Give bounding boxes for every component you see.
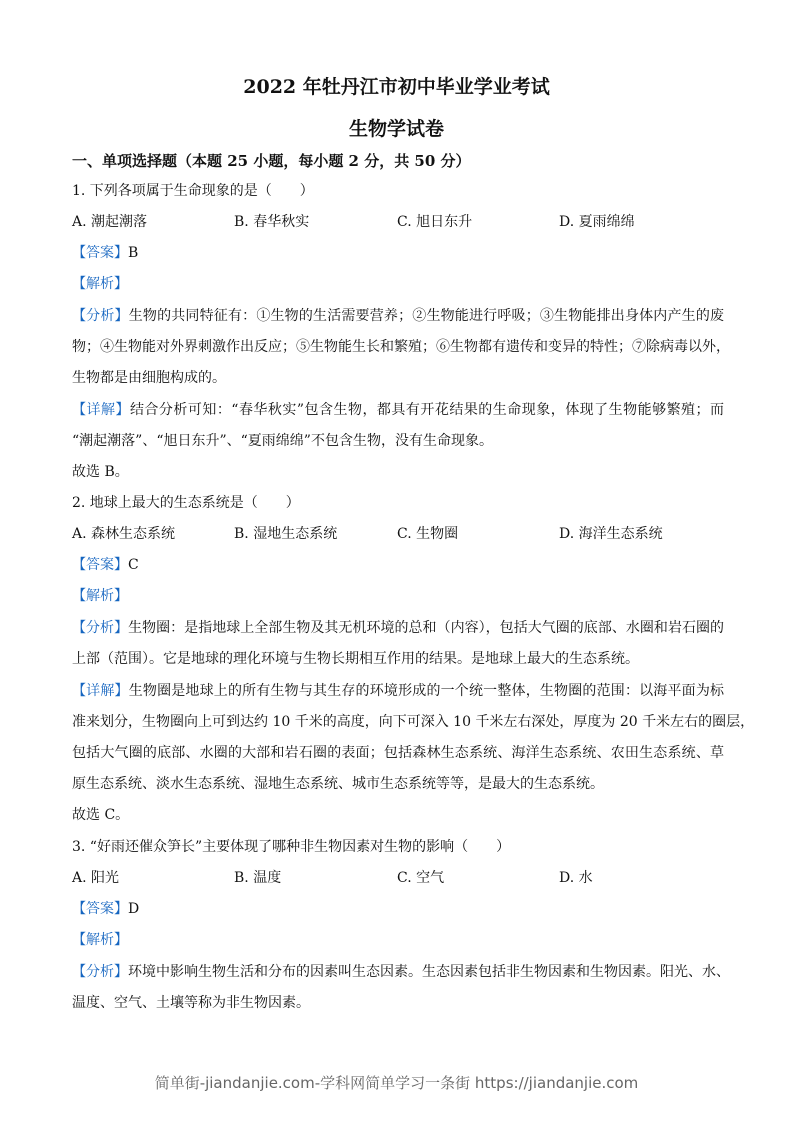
q2-analysis-tag	[72, 587, 724, 605]
answer-tag: 【答案】	[72, 245, 128, 261]
q1-detail-line-1	[72, 401, 724, 419]
detail-tag: 【详解】	[72, 402, 130, 418]
q3-option-a: A. 阳光	[72, 870, 120, 886]
fenxi-tag: 【分析】	[72, 620, 129, 636]
q3-answer	[72, 900, 724, 918]
answer-tag: 【答案】	[72, 901, 128, 917]
q1-option-b: B. 春华秋实	[234, 214, 310, 230]
q1-fenxi-line-3: 生物都是由细胞构成的。	[72, 370, 226, 386]
footer-watermark: 简单街-jiandanjie.com-学科网简单学习一条街 https://jiandanjie.com	[154, 1074, 639, 1092]
question-3-stem: 3. “好雨还催众笋长”主要体现了哪种非生物因素对生物的影响（ ）	[72, 839, 511, 855]
q2-fenxi-line-1	[72, 619, 724, 637]
q1-fenxi-line-1	[72, 307, 724, 325]
q3-analysis-tag	[72, 931, 724, 949]
q3-option-c: C. 空气	[397, 870, 445, 886]
q2-conclusion: 故选 C。	[72, 807, 130, 823]
q2-detail-line-4: 原生态系统、淡水生态系统、湿地生态系统、城市生态系统等等，是最大的生态系统。	[72, 776, 604, 792]
q1-detail-text-1: 结合分析可知：“春华秋实”包含生物，都具有开花结果的生命现象，体现了生物能够繁殖；而	[129, 402, 725, 418]
analysis-tag: 【解析】	[72, 276, 128, 292]
q1-analysis-tag	[72, 275, 724, 293]
analysis-tag: 【解析】	[72, 588, 128, 604]
fenxi-tag: 【分析】	[72, 308, 129, 324]
q1-option-c: C. 旭日东升	[397, 214, 473, 230]
q2-detail-line-3: 包括大气圈的底部、水圈的大部和岩石圈的表面；包括森林生态系统、海洋生态系统、农田生态系统、草	[72, 745, 724, 761]
q1-answer	[72, 244, 724, 262]
q1-fenxi-line-2: 物；④生物能对外界刺激作出反应；⑤生物能生长和繁殖；⑥生物都有遗传和变异的特性；⑦除病毒以外，	[72, 339, 730, 355]
analysis-tag: 【解析】	[72, 932, 128, 948]
q3-option-d: D. 水	[559, 870, 593, 886]
q2-fenxi-line-2: 上部（范围）。它是地球的理化环境与生物长期相互作用的结果。是地球上最大的生态系统。	[72, 651, 639, 667]
q2-answer	[72, 556, 724, 574]
exam-title: 2022 年牡丹江市初中毕业学业考试	[243, 76, 550, 98]
q1-detail-line-2: “潮起潮落”、“旭日东升”、“夏雨绵绵”不包含生物，没有生命现象。	[72, 433, 493, 449]
detail-tag: 【详解】	[72, 683, 129, 699]
exam-subtitle: 生物学试卷	[348, 118, 444, 140]
q2-option-a: A. 森林生态系统	[72, 526, 176, 542]
q2-detail-line-1	[72, 682, 724, 700]
q1-option-a: A. 潮起潮落	[72, 214, 148, 230]
q2-option-d: D. 海洋生态系统	[559, 526, 663, 542]
q3-fenxi-text-1: 环境中影响生物生活和分布的因素叫生态因素。生态因素包括非生物因素和生物因素。阳光、水、	[128, 964, 730, 980]
q3-option-b: B. 温度	[234, 870, 282, 886]
section-heading: 一、单项选择题（本题 25 小题，每小题 2 分，共 50 分）	[72, 152, 471, 170]
q2-detail-line-2: 准来划分，生物圈向上可到达约 10 千米的高度，向下可深入 10 千米左右深处，厚度为 20 千米左右的圈层，	[72, 714, 755, 730]
q2-option-c: C. 生物圈	[397, 526, 459, 542]
q1-answer-value: B	[128, 245, 139, 261]
q2-option-b: B. 湿地生态系统	[234, 526, 338, 542]
answer-tag: 【答案】	[72, 557, 128, 573]
q1-option-d: D. 夏雨绵绵	[559, 214, 635, 230]
fenxi-tag: 【分析】	[72, 964, 128, 980]
q2-detail-text-1: 生物圈是地球上的所有生物与其生存的环境形成的一个统一整体，生物圈的范围：以海平面为标	[128, 683, 725, 699]
q3-fenxi-line-1	[72, 963, 730, 981]
q1-fenxi-text-1: 生物的共同特征有：①生物的生活需要营养；②生物能进行呼吸；③生物能排出身体内产生的废	[128, 308, 725, 324]
q3-fenxi-line-2: 温度、空气、土壤等称为非生物因素。	[72, 995, 310, 1011]
q2-fenxi-text-1: 生物圈：是指地球上全部生物及其无机环境的总和（内容），包括大气圈的底部、水圈和岩石圈的	[128, 620, 725, 636]
q1-conclusion: 故选 B。	[72, 464, 129, 480]
question-1-stem: 1. 下列各项属于生命现象的是（ ）	[72, 183, 314, 199]
q2-answer-value: C	[128, 557, 139, 573]
question-2-stem: 2. 地球上最大的生态系统是（ ）	[72, 495, 300, 511]
q3-answer-value: D	[128, 901, 140, 917]
